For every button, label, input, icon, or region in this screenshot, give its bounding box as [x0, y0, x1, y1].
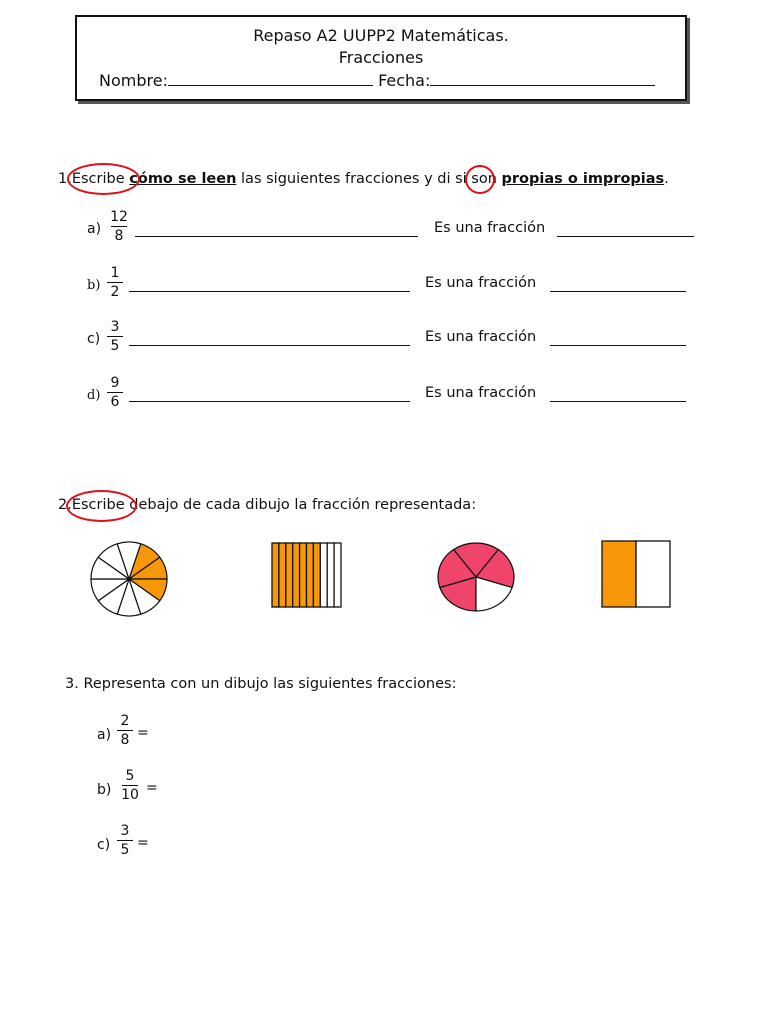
- header-box: [75, 15, 687, 101]
- q1-item-d-answer-line[interactable]: [129, 401, 410, 402]
- red-circle-escribe-2: [66, 490, 137, 522]
- bar-part-empty: [636, 541, 670, 607]
- bar-part-empty: [334, 543, 341, 607]
- q1-item-b-answer-line[interactable]: [129, 291, 410, 292]
- date-label: Fecha:: [378, 71, 431, 90]
- figure-pie-fifths: [438, 541, 518, 613]
- q1-item-d-label: d): [87, 388, 101, 403]
- figure-pie-tenths: [90, 541, 170, 617]
- q3-item-c-eq: =: [137, 835, 149, 851]
- name-date-line: [99, 71, 655, 90]
- q1-underlined-read: cómo se leen: [129, 171, 237, 187]
- q1-item-c-answer-line[interactable]: [129, 345, 410, 346]
- bar-part-filled: [286, 543, 293, 607]
- bar-part-filled: [300, 543, 307, 607]
- q1-verb: Escribe: [71, 171, 125, 187]
- q1-number: 1.: [58, 171, 72, 187]
- worksheet-title: Repaso A2 UUPP2 Matemáticas.: [253, 26, 509, 45]
- q3-item-b-label: b): [97, 782, 112, 798]
- q3-item-a-eq: =: [137, 725, 149, 741]
- bar-part-filled: [272, 543, 279, 607]
- q1-item-c-fraction: 3 5: [103, 319, 127, 354]
- bar-part-filled: [307, 543, 314, 607]
- q1-item-a-label: a): [87, 221, 102, 237]
- q1-text2: si son: [450, 171, 502, 187]
- name-label: Nombre:: [99, 71, 168, 90]
- q1-item-b-fraction: 1 2: [103, 265, 127, 300]
- q1-item-b-type-line[interactable]: [550, 291, 686, 292]
- bar-part-filled: [293, 543, 300, 607]
- date-blank[interactable]: [430, 85, 655, 86]
- q2-text: debajo de cada dibujo la fracción representada:: [124, 497, 477, 513]
- red-circle-di: [465, 165, 495, 194]
- q3-item-a-fraction: 2 8: [113, 713, 137, 748]
- q1-di: di: [437, 171, 451, 187]
- q3-item-b-fraction: 5 10: [121, 768, 139, 803]
- q3-item-c-fraction: 3 5: [113, 823, 137, 858]
- worksheet-subtitle: Fracciones: [338, 48, 424, 67]
- q3-instruction: 3. Representa con un dibujo las siguientes fracciones:: [65, 676, 457, 692]
- q1-item-d-type-line[interactable]: [550, 401, 686, 402]
- q1-instruction: 1.Escribe cómo se leen las siguientes fracciones y di si son propias o impropias.: [58, 171, 669, 187]
- red-circle-escribe: [67, 163, 140, 195]
- q1-item-c-suffix: Es una fracción: [425, 329, 537, 345]
- figure-bars-halves: [602, 541, 672, 608]
- q1-item-a-fraction: 12 8: [110, 209, 128, 244]
- q1-item-a-suffix: Es una fracción: [434, 220, 546, 236]
- q1-item-d-suffix: Es una fracción: [425, 385, 537, 401]
- q3-item-a-label: a): [97, 727, 112, 743]
- name-blank[interactable]: [168, 85, 373, 86]
- q1-item-c-label: c): [87, 331, 101, 347]
- q1-item-c-type-line[interactable]: [550, 345, 686, 346]
- bar-part-filled: [313, 543, 320, 607]
- q1-item-b-suffix: Es una fracción: [425, 275, 537, 291]
- q1-item-a-type-line[interactable]: [557, 236, 694, 237]
- q1-text: las siguientes fracciones y: [236, 171, 438, 187]
- q1-item-a-answer-line[interactable]: [135, 236, 418, 237]
- q2-verb: Escribe: [71, 497, 125, 513]
- q3-item-b-eq: =: [146, 780, 158, 796]
- q1-item-d-fraction: 9 6: [103, 375, 127, 410]
- bar-part-filled: [602, 541, 636, 607]
- bar-part-empty: [327, 543, 334, 607]
- q2-number: 2.: [58, 497, 72, 513]
- q3-item-c-label: c): [97, 837, 111, 853]
- q1-underlined-types: propias o impropias: [501, 171, 665, 187]
- bar-part-filled: [279, 543, 286, 607]
- bar-part-empty: [320, 543, 327, 607]
- q1-item-b-label: b): [87, 278, 101, 293]
- figure-bars-tenths: [272, 543, 342, 608]
